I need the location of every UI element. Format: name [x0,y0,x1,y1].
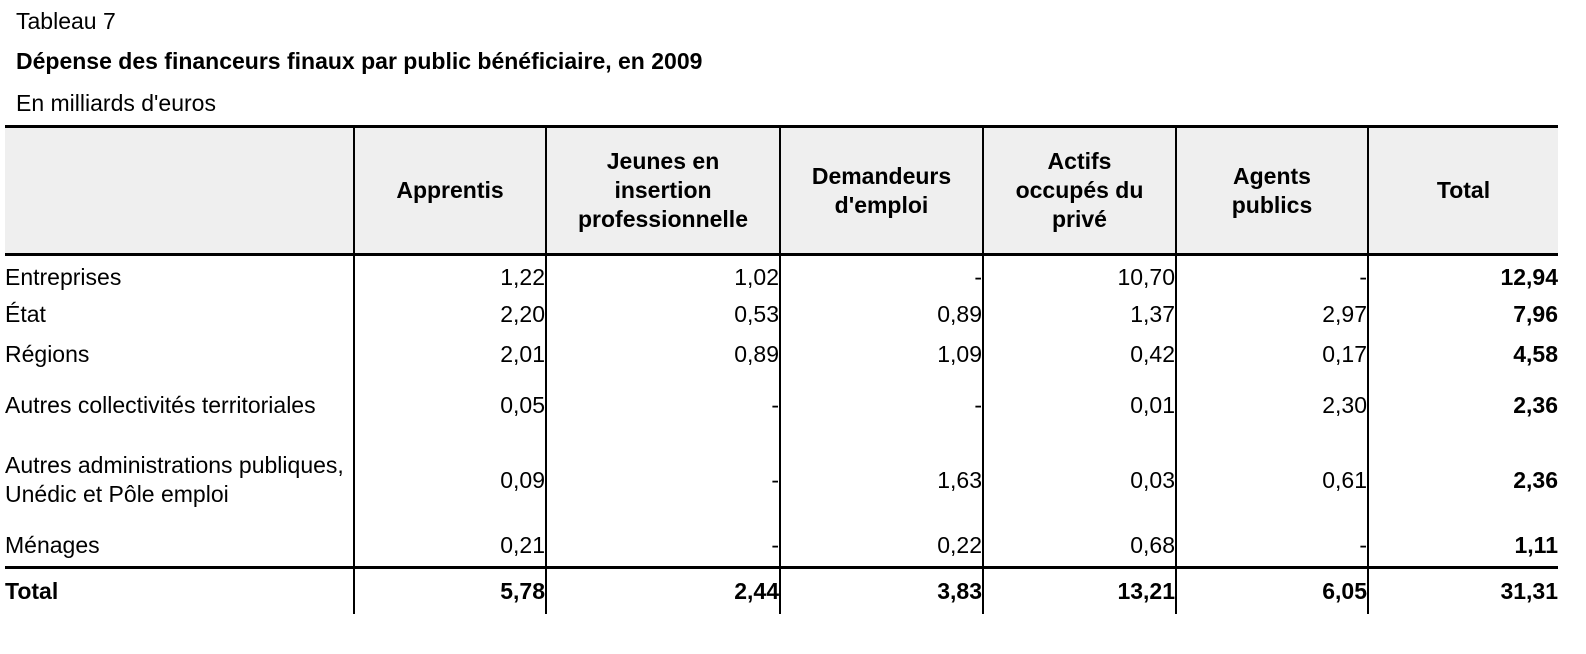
row-label: État [5,301,46,327]
row-label: Régions [5,341,90,367]
table-row [5,295,1558,335]
header-cell-actifs: Actifs occupés du privé [983,127,1176,255]
table-cell: 0,89 [546,335,780,375]
row-label: Autres collectivités territoriales [5,391,316,418]
data-table [5,125,1558,614]
table-cell: - [546,375,780,436]
table-cell: 2,30 [1176,375,1368,436]
table-row [5,375,1558,436]
table-cell: 0,89 [780,295,983,335]
header-row [5,127,1558,255]
table-row [5,436,1558,525]
table-cell: - [1176,255,1368,295]
table-cell: 0,42 [983,335,1176,375]
table-cell: 1,02 [546,255,780,295]
header-cell-agents: Agents publics [1176,127,1368,255]
table-cell: 2,97 [1176,295,1368,335]
total-cell: 13,21 [983,568,1176,614]
table-title: Dépense des financeurs finaux par public bénéficiaire, en 2009 [16,48,703,74]
table-cell: 2,36 [1368,436,1558,525]
row-label: Entreprises [5,263,122,290]
table-cell: 1,11 [1368,525,1558,568]
row-label: Ménages [5,531,100,558]
table-cell: 0,61 [1176,436,1368,525]
table-cell: 0,01 [983,375,1176,436]
table-cell: - [1176,525,1368,568]
table-label: Tableau 7 [16,8,116,34]
header-cell-empty [5,127,354,255]
header-cell-demandeurs: Demandeurs d'emploi [780,127,983,255]
total-cell: 3,83 [780,568,983,614]
table-cell: 0,09 [354,436,546,525]
total-cell: 6,05 [1176,568,1368,614]
table-cell: 0,03 [983,436,1176,525]
table-cell: 7,96 [1368,295,1558,335]
table-cell: - [546,525,780,568]
total-cell: 2,44 [546,568,780,614]
table-cell: 0,22 [780,525,983,568]
table-cell: 0,05 [354,375,546,436]
total-row [5,568,1558,614]
table-cell: 12,94 [1368,255,1558,295]
total-cell: 31,31 [1368,568,1558,614]
total-row-label: Total [5,568,354,614]
table-cell: 0,68 [983,525,1176,568]
table-cell: 2,20 [354,295,546,335]
table-cell: 1,09 [780,335,983,375]
header-cell-total: Total [1368,127,1558,255]
table-cell: 0,17 [1176,335,1368,375]
table-cell: 1,22 [354,255,546,295]
row-label: Autres administrations publiques, Unédic et Pôle emploi [5,452,344,507]
total-cell: 5,78 [354,568,546,614]
table-cell: 2,36 [1368,375,1558,436]
table-cell: 4,58 [1368,335,1558,375]
table-cell: - [546,436,780,525]
table-cell: 0,21 [354,525,546,568]
table-cell: 1,37 [983,295,1176,335]
table-row [5,525,1558,568]
header-cell-apprentis: Apprentis [354,127,546,255]
table-cell: - [780,255,983,295]
header-cell-jeunes: Jeunes en insertion professionnelle [546,127,780,255]
table-cell: 10,70 [983,255,1176,295]
table-cell: 1,63 [780,436,983,525]
table-body [5,255,1558,614]
table-row [5,335,1558,375]
table-cell: 2,01 [354,335,546,375]
table-cell: 0,53 [546,295,780,335]
table-cell: - [780,375,983,436]
table-row [5,255,1558,295]
table-unit: En milliards d'euros [16,90,216,116]
